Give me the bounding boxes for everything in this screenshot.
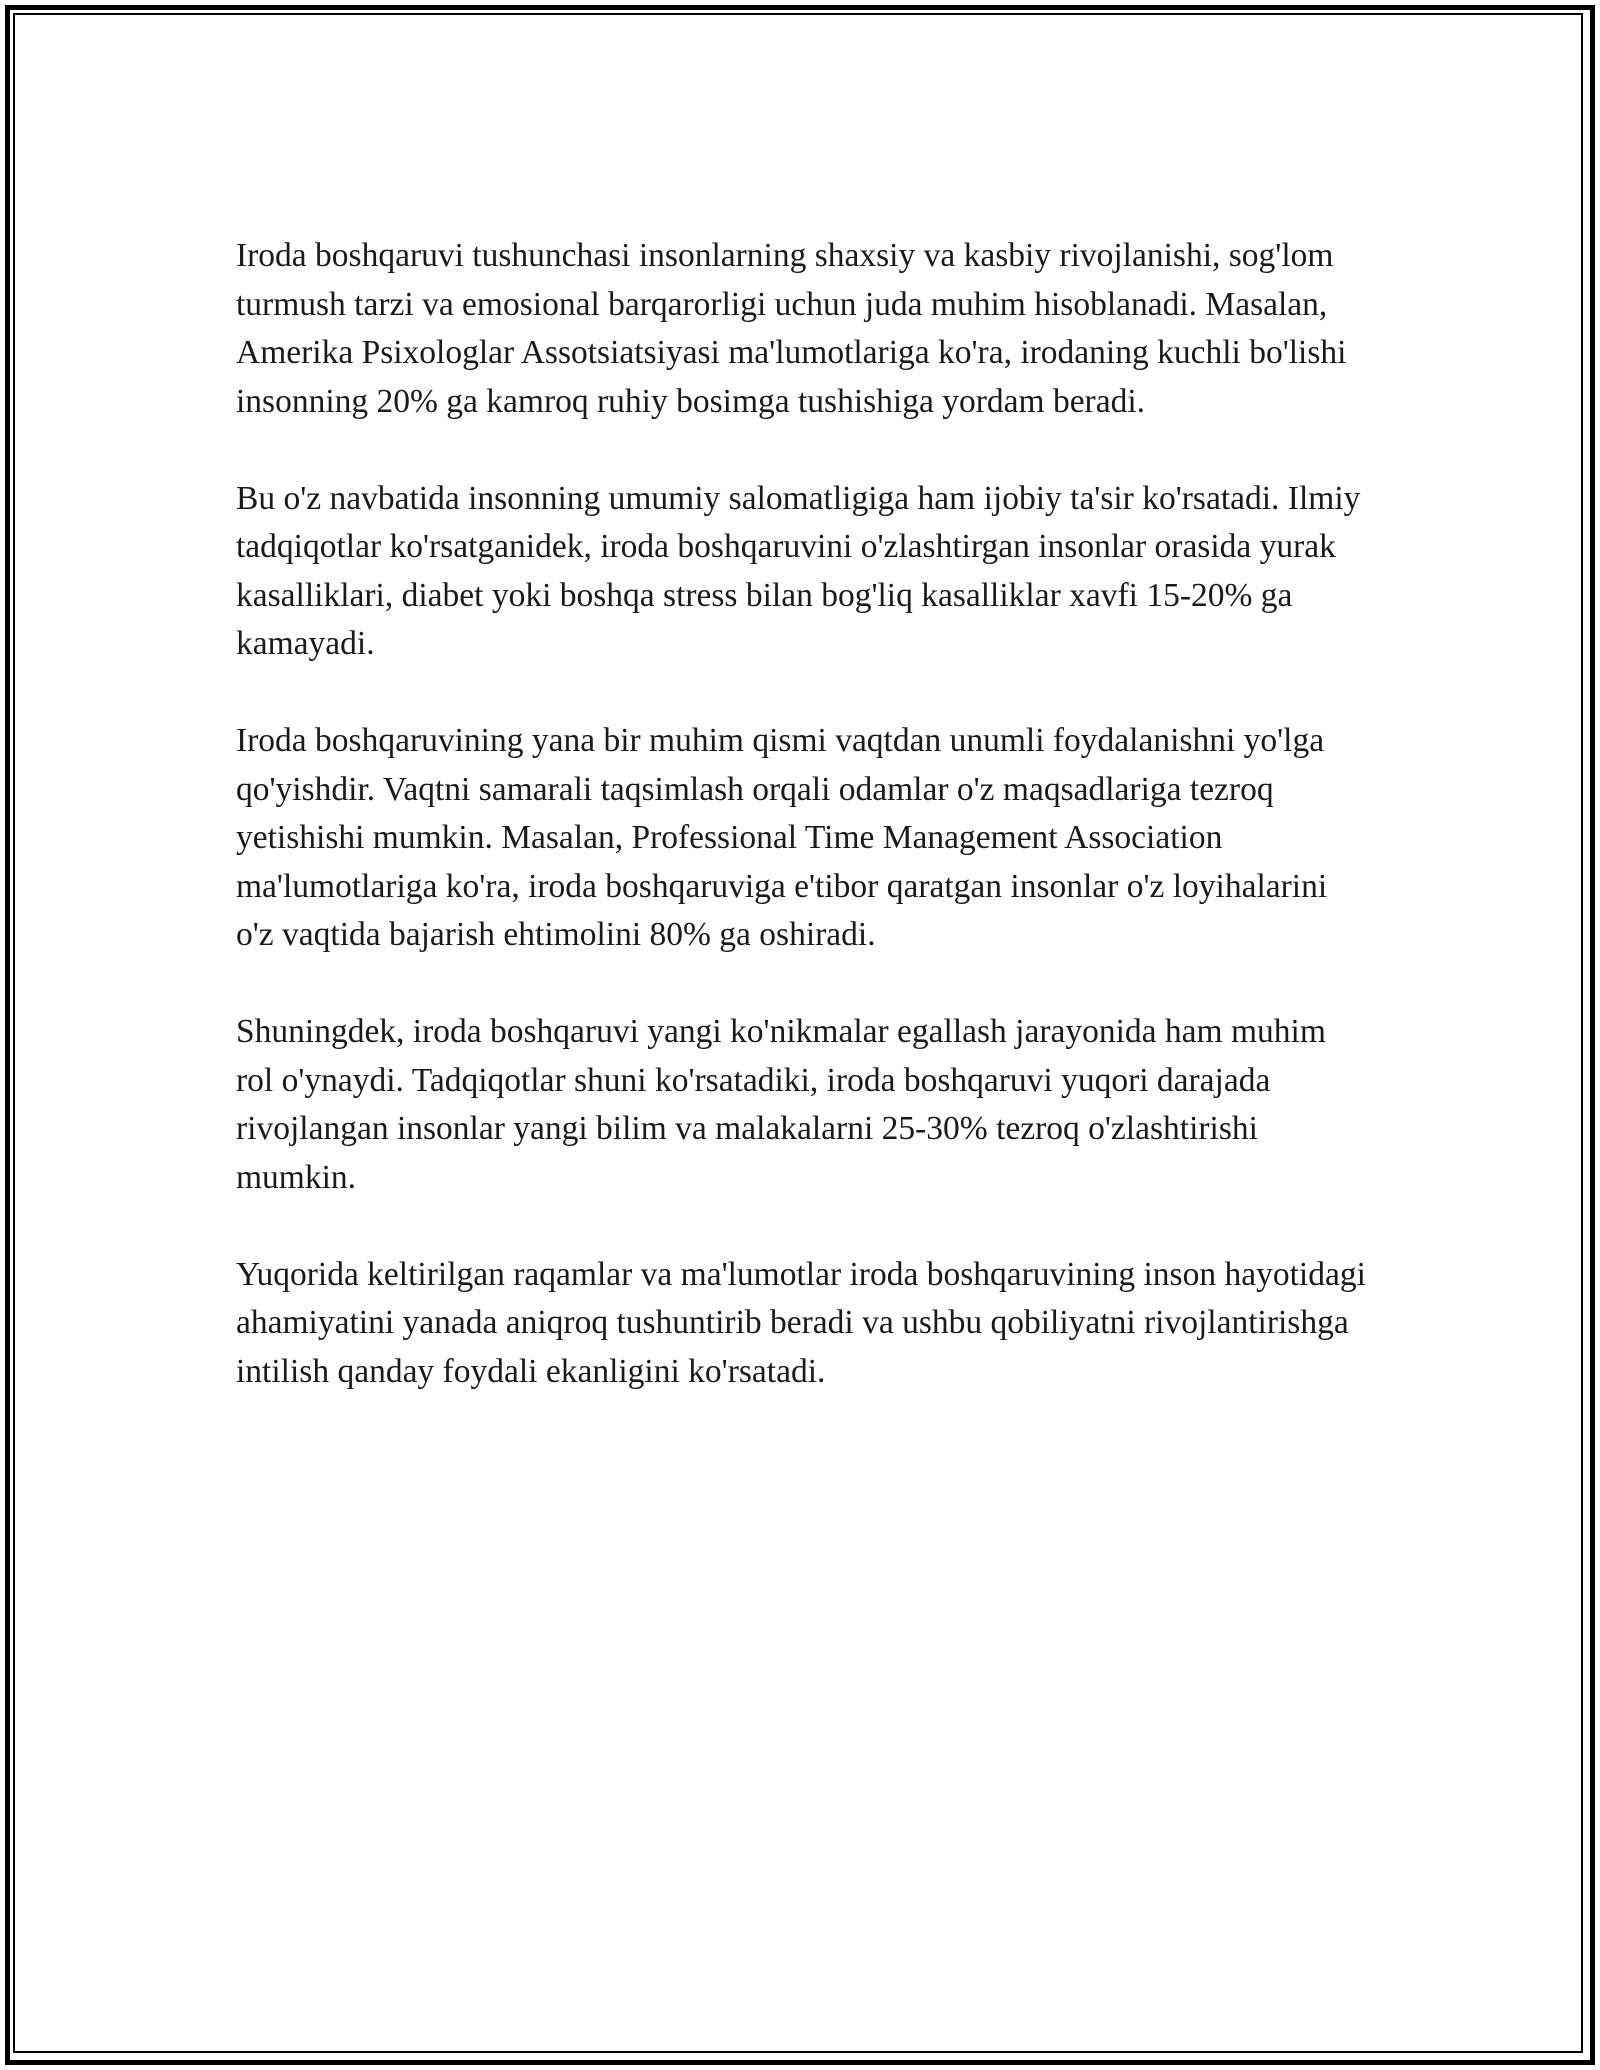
paragraph-1: Iroda boshqaruvi tushunchasi insonlarning shaxsiy va kasbiy rivojlanishi, sog'lom turmush tarzi va emosional barqarorligi uchun juda muhim hisoblanadi. Masalan, Amerika Psixologlar Assotsiatsiyasi ma'lumotlariga ko'ra, irodaning kuchli bo'lishi insonning 20% ga kamroq ruhiy bosimga tushishiga yordam beradi.: [236, 237, 1347, 420]
document-body: [236, 232, 1366, 1396]
paragraph-4: Shuningdek, iroda boshqaruvi yangi ko'nikmalar egallash jarayonida ham muhim rol o'ynaydi. Tadqiqotlar shuni ko'rsatadiki, iroda boshqaruvi yuqori darajada rivojlangan insonlar yangi bilim va malakalarni 25-30% tezroq o'zlashtirishi mumkin.: [236, 1013, 1326, 1196]
paragraph-3: Iroda boshqaruvining yana bir muhim qismi vaqtdan unumli foydalanishni yo'lga qo'yishdir. Vaqtni samarali taqsimlash orqali odamlar o'z maqsadlariga tezroq yetishishi mumkin. Masalan, Professional Time Management Association ma'lumotlariga ko'ra, iroda boshqaruviga e'tibor qaratgan insonlar o'z loyihalarini o'z vaqtida bajarish ehtimolini 80% ga oshiradi.: [236, 722, 1328, 953]
paragraph-2: Bu o'z navbatida insonning umumiy salomatligiga ham ijobiy ta'sir ko'rsatadi. Ilmiy tadqiqotlar ko'rsatganidek, iroda boshqaruvini o'zlashtirgan insonlar orasida yurak kasalliklari, diabet yoki boshqa stress bilan bog'liq kasalliklar xavfi 15-20% ga kamayadi.: [236, 479, 1361, 662]
paragraph-5: Yuqorida keltirilgan raqamlar va ma'lumotlar iroda boshqaruvining inson hayotidagi ahamiyatini yanada aniqroq tushuntirib beradi va ushbu qobiliyatni rivojlantirishga intilish qanday foydali ekanligini ko'rsatadi.: [236, 1255, 1366, 1390]
